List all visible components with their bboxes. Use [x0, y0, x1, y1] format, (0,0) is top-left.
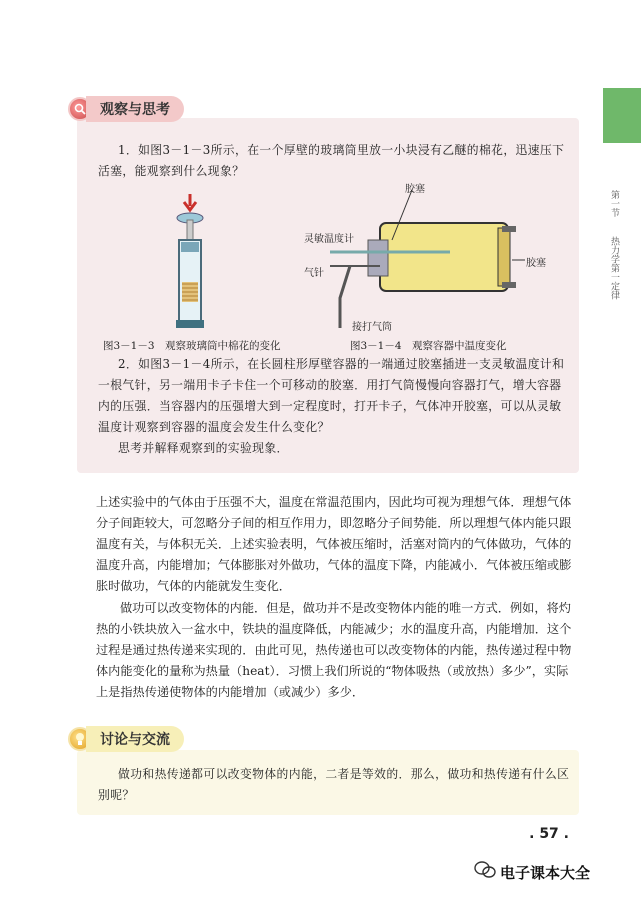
- label-pump: 接打气筒: [352, 322, 392, 333]
- discuss-text: 做功和热传递都可以改变物体的内能，二者是等效的．那么，做功和热传递有什么区别呢？: [98, 767, 570, 802]
- side-section: 第一节: [609, 190, 619, 217]
- chapter-tab: [603, 88, 641, 143]
- label-stopper-top: 胶塞: [405, 184, 425, 195]
- observe-item-3: 思考并解释观察到的实验现象．: [118, 441, 289, 455]
- figure-right-caption: 图3－1－4 观察容器中温度变化: [350, 340, 507, 352]
- observe-item-2: 2．如图3－1－4所示，在长圆柱形厚壁容器的一端通过胶塞插进一支灵敏温度计和一根气针，另一端用卡子卡住一个可移动的胶塞．用打气筒慢慢向容器打气，增大容器内的压强．当容器内的压强增大到一定程度时，打开卡子，气体冲开胶塞，可以从灵敏温度计观察到容器的温度会发生什么变化？: [98, 357, 565, 434]
- figure-cylinder: [320, 188, 530, 336]
- discuss-heading: 讨论与交流: [86, 726, 184, 752]
- wechat-icon: [474, 861, 496, 879]
- body-paragraph-1: 上述实验中的气体由于压强不大，温度在常温范围内，因此均可视为理想气体．理想气体分子间距较大，可忽略分子间的相互作用力，即忽略分子间势能．所以理想气体内能只跟温度有关，与体积无关．上述实验表明，气体被压缩时，活塞对筒内的气体做功，气体的温度升高，内能增加；气体膨胀对外做功，气体的温度下降，内能减小．气体被压缩或膨胀时做功，气体的内能就发生变化．: [96, 495, 572, 593]
- figure-glass-tube: [160, 192, 230, 332]
- discuss-heading-row: [68, 726, 184, 752]
- side-section-label: [605, 190, 619, 300]
- side-topic: 热力学第一定律: [609, 236, 619, 300]
- figure-left-caption: 图3－1－3 观察玻璃筒中棉花的变化: [103, 340, 281, 352]
- label-needle: 气针: [304, 268, 324, 279]
- label-stopper-right: 胶塞: [526, 258, 546, 269]
- observe-item-1: 1．如图3－1－3所示，在一个厚壁的玻璃筒里放一小块浸有乙醚的棉花，迅速压下活塞，能观察到什么现象？: [98, 143, 565, 178]
- observe-heading: 观察与思考: [86, 96, 184, 122]
- body-paragraph-2: 做功可以改变物体的内能．但是，做功并不是改变物体内能的唯一方式．例如，将灼热的小铁块放入一盆水中，铁块的温度降低，内能减少；水的温度升高，内能增加．这个过程是通过热传递来实现的．由此可见，热传递也可以改变物体的内能，热传递过程中物体内能变化的量称为热量（heat）．习惯上我们所说的“物体吸热（或放热）多少”，实际上是指热传递使物体的内能增加（或减少）多少．: [96, 601, 572, 699]
- watermark-text: 电子课本大全: [500, 864, 591, 882]
- observe-heading-row: [68, 96, 184, 122]
- page-number: . 57 .: [529, 826, 569, 842]
- label-thermometer: 灵敏温度计: [304, 234, 354, 245]
